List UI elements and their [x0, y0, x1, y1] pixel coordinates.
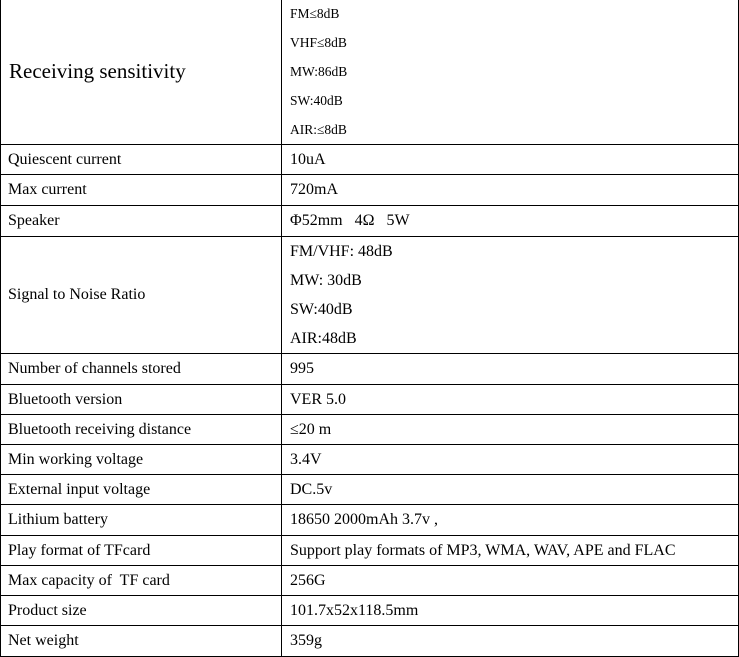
spec-value-line: SW:40dB	[290, 93, 343, 108]
table-row	[1, 445, 739, 475]
spec-label: Speaker	[1, 206, 282, 237]
spec-value: Φ52mm 4Ω 5W	[282, 206, 739, 237]
spec-value: 720mA	[282, 175, 739, 206]
table-row	[1, 626, 739, 657]
table-row	[1, 475, 739, 505]
table-row	[1, 237, 739, 354]
table-row	[1, 385, 739, 415]
spec-value	[282, 237, 739, 354]
spec-label: Lithium battery	[1, 505, 282, 536]
table-row	[1, 175, 739, 206]
spec-label: Number of channels stored	[1, 354, 282, 385]
spec-value: VER 5.0	[282, 385, 739, 415]
spec-value-line: FM/VHF: 48dB	[290, 243, 393, 260]
spec-value-line: FM≤8dB	[290, 6, 340, 21]
spec-value: 101.7x52x118.5mm	[282, 596, 739, 626]
spec-value: 359g	[282, 626, 739, 657]
spec-label: Product size	[1, 596, 282, 626]
table-row	[1, 415, 739, 445]
spec-value: 10uA	[282, 145, 739, 175]
spec-value-line: AIR:48dB	[290, 330, 357, 347]
spec-label: External input voltage	[1, 475, 282, 505]
spec-value-line: MW: 30dB	[290, 272, 362, 289]
spec-value-line: SW:40dB	[290, 301, 353, 318]
spec-value: DC.5v	[282, 475, 739, 505]
spec-label: Bluetooth receiving distance	[1, 415, 282, 445]
spec-label: Bluetooth version	[1, 385, 282, 415]
spec-value-line: MW:86dB	[290, 64, 348, 79]
table-row	[1, 505, 739, 536]
table-row	[1, 206, 739, 237]
spec-value: 18650 2000mAh 3.7v ,	[282, 505, 739, 536]
spec-label: Max current	[1, 175, 282, 206]
spec-label: Net weight	[1, 626, 282, 657]
spec-value: ≤20 m	[282, 415, 739, 445]
spec-label: Signal to Noise Ratio	[1, 237, 282, 354]
spec-value: 3.4V	[282, 445, 739, 475]
spec-label: Receiving sensitivity	[1, 0, 282, 145]
spec-label: Play format of TFcard	[1, 536, 282, 566]
table-row	[1, 145, 739, 175]
spec-value-line: AIR:≤8dB	[290, 122, 347, 137]
spec-value	[282, 0, 739, 145]
spec-value-line: VHF≤8dB	[290, 35, 347, 50]
table-row	[1, 596, 739, 626]
table-row	[1, 354, 739, 385]
table-row	[1, 566, 739, 596]
spec-label: Max capacity of TF card	[1, 566, 282, 596]
table-row	[1, 536, 739, 566]
spec-value: Support play formats of MP3, WMA, WAV, APE and FLAC	[282, 536, 739, 566]
spec-label: Min working voltage	[1, 445, 282, 475]
spec-value: 995	[282, 354, 739, 385]
table-row	[1, 0, 739, 145]
spec-label: Quiescent current	[1, 145, 282, 175]
spec-value: 256G	[282, 566, 739, 596]
